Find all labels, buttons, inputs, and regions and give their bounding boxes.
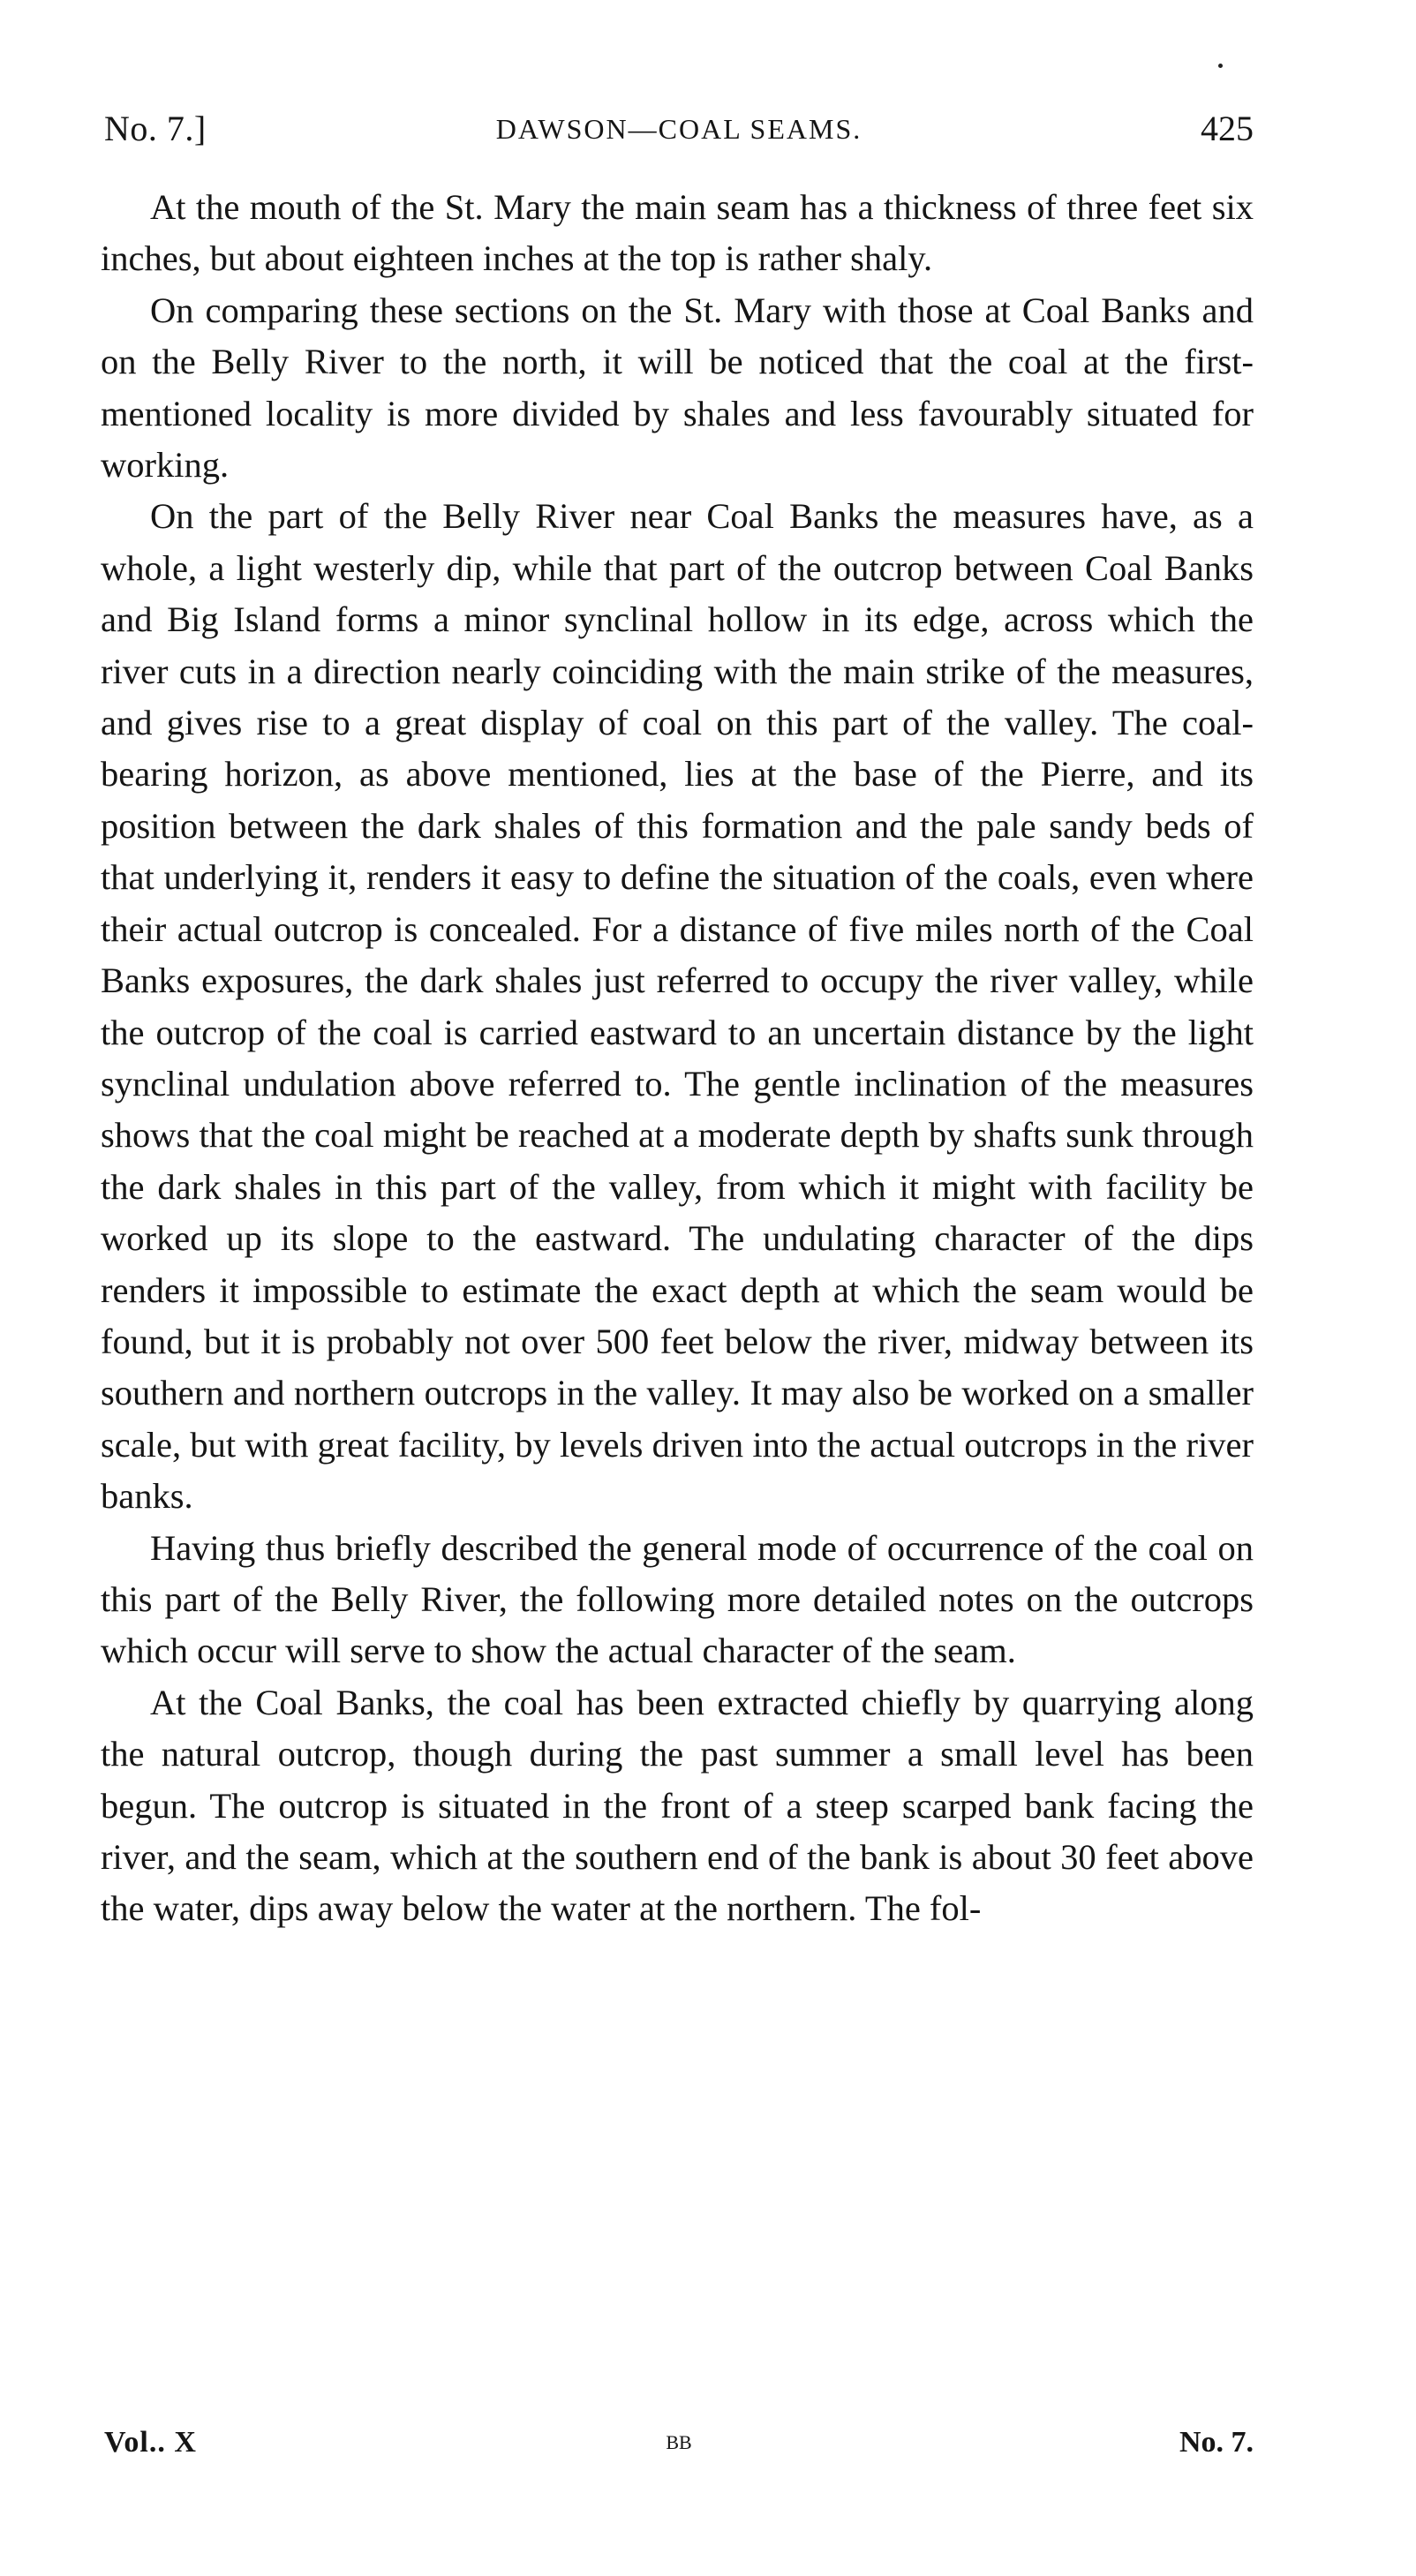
running-head <box>104 102 1254 155</box>
paragraph: Having thus briefly described the general mode of occurrence of the coal on this part of the Belly River, the following more detailed notes on the outcrops which occur will serve to show the actual character of the seam. <box>101 1527 1254 1671</box>
signature-mark: BB <box>666 2431 692 2453</box>
issue-label: No. 7.] <box>104 109 207 148</box>
paragraph: At the Coal Banks, the coal has been extracted chiefly by quarrying along the natural outcrop, though during the past summer a small level has been begun. The outcrop is situated in the front of a steep scarped bank facing the river, and the seam, which at the southern end of the bank is about 30 feet above the water, dips away below the water at the northern. The fol- <box>101 1682 1254 1929</box>
volume-label: Vol.. X <box>104 2426 197 2459</box>
footer-issue: No. 7. <box>1179 2426 1254 2459</box>
paragraph: On comparing these sections on the St. Mary with those at Coal Banks and on the Belly River to the north, it will be noticed that the coal at the first-mentioned locality is more divided by shales and less favourably situated for working. <box>101 290 1254 486</box>
paragraph: At the mouth of the St. Mary the main seam has a thickness of three feet six inches, but about eighteen inches at the top is rather shaly. <box>101 187 1254 279</box>
page-number: 425 <box>1201 109 1254 148</box>
page-mark <box>1218 64 1223 68</box>
running-title: DAWSON—COAL SEAMS. <box>495 113 862 145</box>
body-text <box>101 182 1254 1935</box>
paragraph: On the part of the Belly River near Coal Banks the measures have, as a whole, a light westerly dip, while that part of the outcrop between Coal Banks and Big Island forms a minor synclinal hollow in its edge, across which the river cuts in a direction nearly coinciding with the main strike of the measures, and gives rise to a great display of coal on this part of the valley. The coal-bearing horizon, as above mentioned, lies at the base of the Pierre, and its position between the dark shales of this formation and the pale sandy beds of that underlying it, renders it easy to define the situation of the coals, even where their actual outcrop is concealed. For a distance of five miles north of the Coal Banks exposures, the dark shales just referred to occupy the river valley, while the outcrop of the coal is carried eastward to an uncertain distance by the light synclinal undulation above referred to. The gentle inclination of the measures shows that the coal might be reached at a moderate depth by shafts sunk through the dark shales in this part of the valley, from which it might with facility be worked up its slope to the eastward. The undulating character of the dips renders it impossible to estimate the exact depth at which the seam would be found, but it is probably not over 500 feet below the river, midway between its southern and northern outcrops in the valley. It may also be worked on a smaller scale, but with great facility, by levels driven into the actual outcrops in the river banks. <box>101 496 1254 1517</box>
page-footer <box>104 2421 1254 2465</box>
